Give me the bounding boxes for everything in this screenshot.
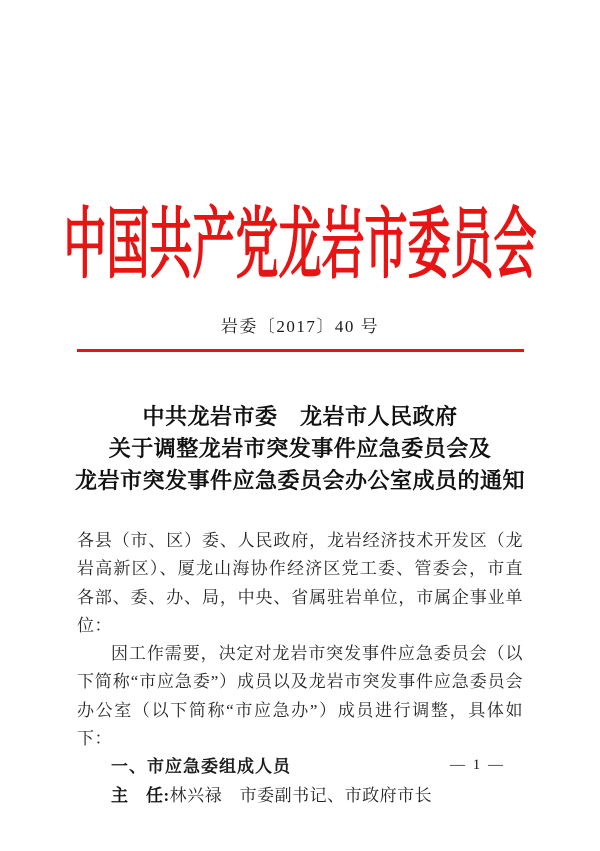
director-label: 主 任:	[111, 785, 170, 805]
document-title	[0, 401, 600, 497]
document-reference-number: 岩委〔2017〕40 号	[220, 317, 380, 336]
document-title-line1: 中共龙岩市委 龙岩市人民政府	[142, 404, 458, 429]
red-divider-line	[77, 349, 524, 352]
director-value: 林兴禄 市委副书记、市政府市长	[169, 785, 433, 805]
director-line	[77, 782, 523, 810]
recipients-paragraph: 各县（市、区）委、人民政府，龙岩经济技术开发区（龙岩高新区）、厦龙山海协作经济区党工委、管委会，市直各部、委、办、局，中央、省属驻岩单位，市属企事业单位：	[77, 531, 523, 635]
letterhead-org-name: 中国共产党龙岩市委员会	[63, 203, 537, 289]
adjustment-paragraph: 因工作需要，决定对龙岩市突发事件应急委员会（以下简称“市应急委”）成员以及龙岩市突发事件应急委员会办公室（以下简称“市应急办”）成员进行调整，具体如下：	[77, 644, 523, 749]
document-title-line3: 龙岩市突发事件应急委员会办公室成员的通知	[74, 468, 525, 493]
document-title-line2: 关于调整龙岩市突发事件应急委员会及	[108, 436, 492, 461]
section1-heading: 一、市应急委组成人员	[111, 757, 291, 777]
page-number: — 1 —	[450, 757, 505, 773]
